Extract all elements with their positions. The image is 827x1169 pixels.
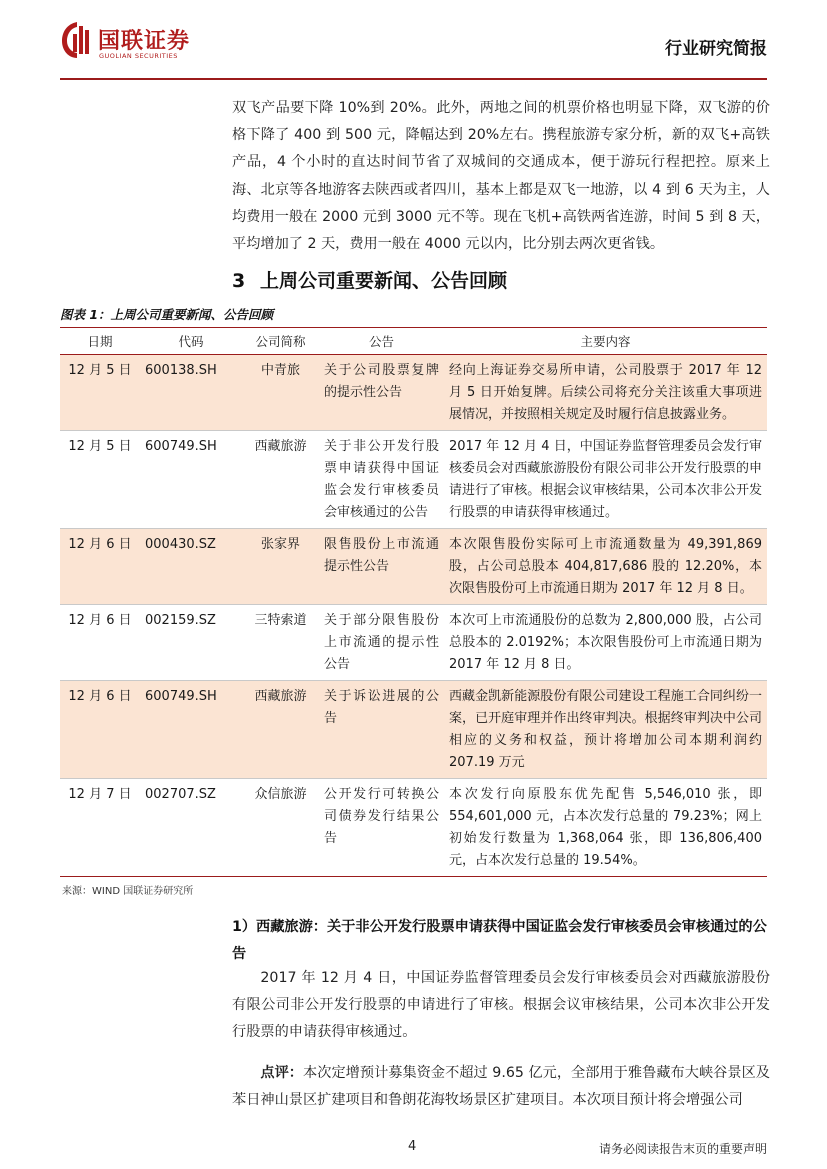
cell-date: 12 月 6 日 [60,529,140,605]
cell-date: 12 月 6 日 [68,613,132,628]
table-row [60,355,767,431]
cell-date: 12 月 5 日 [60,355,140,431]
intro-text: 双飞产品要下降 10%到 20%。此外，两地之间的机票价格也明显下降，双飞游的价格下降了 400 到 500 元，降幅达到 20%左右。携程旅游专家分析，新的双飞+高铁产品，4 个小时的直达时间节省了双城间的交通成本，便于游玩行程把控。原来上海、北京等各地游客去陕西或者四川，基本上都是双飞一地游，以 4 到 6 天为主，人均费用一般在 2000 元到 3000 元不等。现在飞机+高铁两省连游，时间 5 到 8 天，平均增加了 2 天，费用一般在 4000 元以内，比分别去两次更省钱。 [232,100,770,253]
section-number: 3 [232,270,246,292]
cell-company: 众信旅游 [254,787,307,802]
cell-company: 中青旅 [242,355,319,431]
cell-announcement: 关于部分限售股份上市流通的提示性公告 [324,613,439,672]
comment-paragraph [232,1060,770,1114]
cell-content: 本次限售股份实际可上市流通数量为 49,391,869 股，占公司总股本 404,817,686 股的 12.20%，本次限售股份可上市流通日期为 2017 年 12 月 8 日。 [444,529,767,605]
section-title-text: 上周公司重要新闻、公告回顾 [260,270,508,292]
page-number: 4 [408,1139,417,1154]
header-divider [60,78,767,80]
header-content: 主要内容 [444,328,767,355]
cell-content: 2017 年 12 月 4 日，中国证券监督管理委员会发行审核委员会对西藏旅游股份有限公司非公开发行股票的申请进行了审核。根据会议审核结果，公司本次非公开发行股票的申请获得审核通过。 [449,439,762,520]
logo-chinese-name: 国联证券 [98,29,191,54]
cell-announcement: 关于非公开发行股票申请获得中国证监会发行审核委员会审核通过的公告 [324,439,439,520]
cell-company: 西藏旅游 [254,439,307,454]
subsection-text: 2017 年 12 月 4 日，中国证券监督管理委员会发行审核委员会对西藏旅游股份有限公司非公开发行股票的申请进行了审核。根据会议审核结果，公司本次非公开发行股票的申请获得审核通过。 [232,970,770,1041]
cell-announcement: 关于诉讼进展的公告 [319,681,444,779]
cell-code: 002159.SZ [145,613,216,628]
cell-announcement: 关于公司股票复牌的提示性公告 [319,355,444,431]
cell-code: 000430.SZ [140,529,242,605]
news-table [60,328,767,877]
cell-date: 12 月 7 日 [68,787,132,802]
table-row [60,681,767,779]
comment-text: 本次定增预计募集资金不超过 9.65 亿元，全部用于雅鲁藏布大峡谷景区及苯日神山景区扩建项目和鲁朗花海牧场景区扩建项目。本次项目预计将会增强公司 [232,1065,770,1109]
table-row [60,605,767,681]
table-row [60,529,767,605]
cell-date: 12 月 5 日 [68,439,132,454]
table-row [60,431,767,529]
table-row [60,779,767,877]
logo-english-name: GUOLIAN SECURITIES [99,52,178,60]
cell-announcement: 公开发行可转换公司债券发行结果公告 [324,787,439,846]
section-heading [232,266,507,293]
footer-disclaimer: 请务必阅读报告末页的重要声明 [598,1142,767,1156]
comment-label: 点评： [260,1065,304,1081]
report-type-label: 行业研究简报 [665,39,767,59]
cell-content: 西藏金凯新能源股份有限公司建设工程施工合同纠纷一案，已开庭审理并作出终审判决。根据终审判决中公司相应的义务和权益，预计将增加公司本期利润约 207.19 万元 [444,681,767,779]
header-company: 公司简称 [242,328,319,355]
cell-code: 002707.SZ [145,787,216,802]
cell-code: 600749.SH [140,681,242,779]
subsection-paragraph [232,965,770,1047]
header-date: 日期 [60,328,140,355]
page-header [60,14,767,72]
cell-company: 三特索道 [254,613,307,628]
table-caption: 图表 1：上周公司重要新闻、公告回顾 [60,305,767,328]
cell-content: 本次发行向原股东优先配售 5,546,010 张，即 554,601,000 元，占本次发行总量的 79.23%；网上初始发行数量为 1,368,064 张，即 136,806,400 元，占本次发行总量的 19.54%。 [449,787,762,868]
table-header-row [60,328,767,355]
cell-code: 600749.SH [145,439,217,454]
cell-content: 经向上海证券交易所申请，公司股票于 2017 年 12 月 5 日开始复牌。后续公司将充分关注该重大事项进展情况，并按照相关规定及时履行信息披露业务。 [444,355,767,431]
cell-company: 张家界 [242,529,319,605]
header-code: 代码 [140,328,242,355]
cell-announcement: 限售股份上市流通提示性公告 [319,529,444,605]
cell-code: 600138.SH [140,355,242,431]
intro-paragraph [232,95,770,258]
cell-company: 西藏旅游 [242,681,319,779]
cell-date: 12 月 6 日 [60,681,140,779]
cell-content: 本次可上市流通股份的总数为 2,800,000 股，占公司总股本的 2.0192%；本次限售股份可上市流通日期为 2017 年 12 月 8 日。 [449,613,762,672]
table-source-note: 来源：WIND 国联证券研究所 [62,886,194,897]
guolian-logo-icon [60,20,94,60]
header-announcement: 公告 [319,328,444,355]
subsection-heading: 1）西藏旅游：关于非公开发行股票申请获得中国证监会发行审核委员会审核通过的公告 [232,919,767,962]
